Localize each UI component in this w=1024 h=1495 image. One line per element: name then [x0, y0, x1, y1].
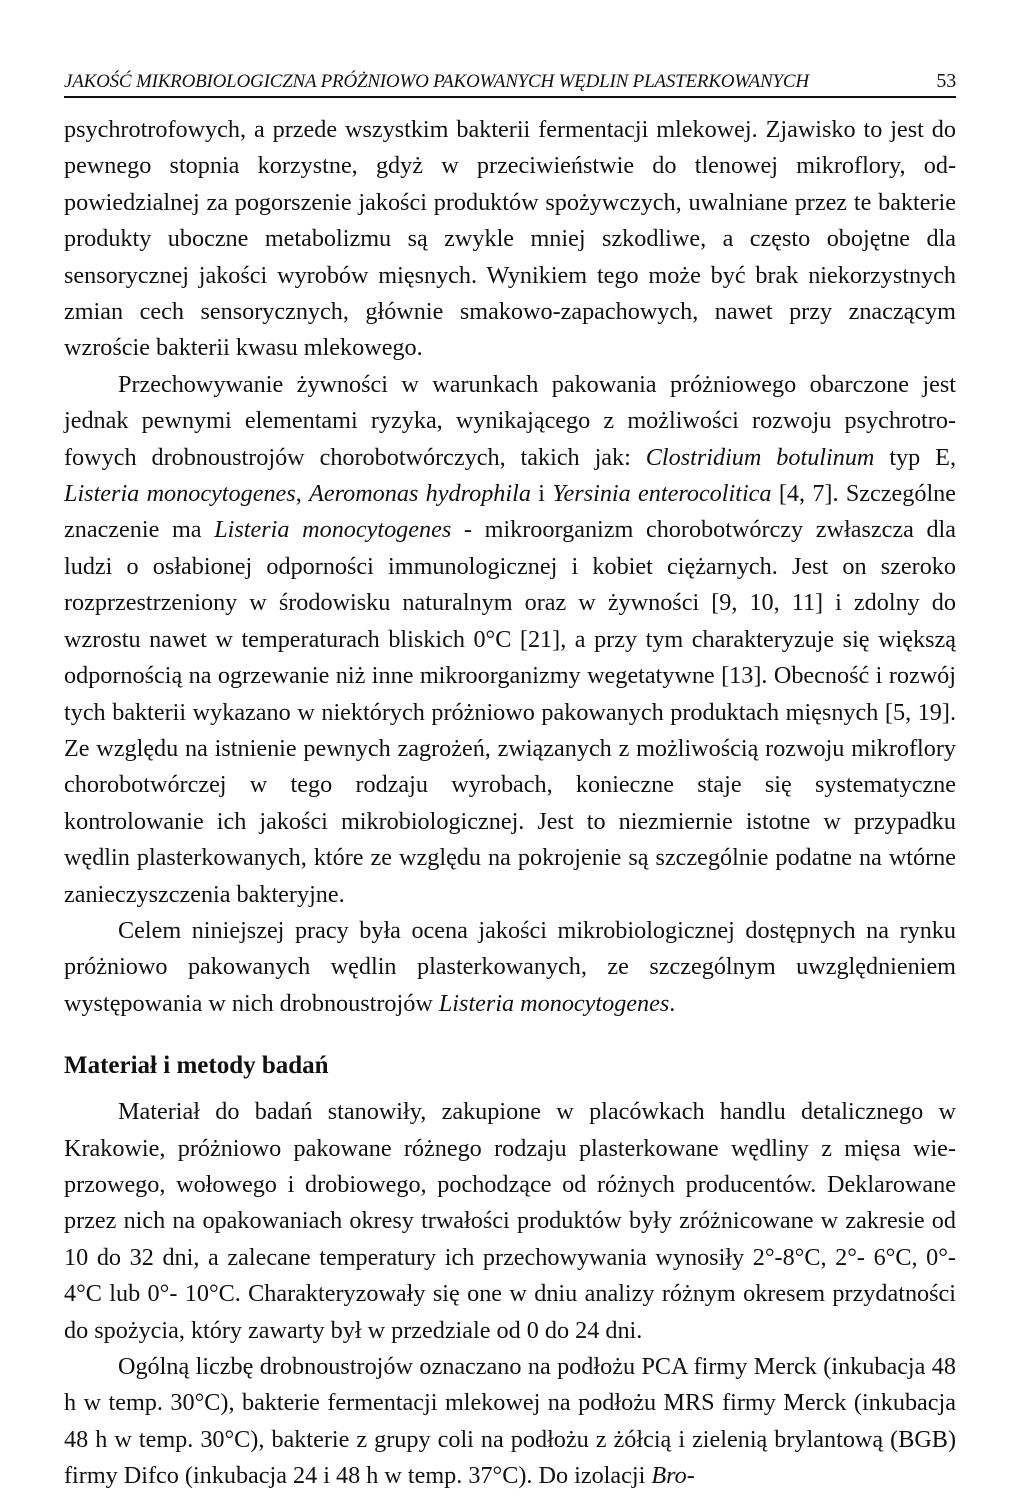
p2-species-4: Yersinia enterocolitica: [552, 480, 772, 508]
paragraph-1-text: psychrotrofowych, a przede wszystkim bakterii fermentacji mlekowej. Zjawisko to jest do pewnego stopnia korzystne, gdyż w przeciwieństwie do tlenowej mikroflory, odpowiedzialnej za pogorszenie jakości produktów spożywczych, uwalniane przez te bakterie produkty uboczne metabolizmu są zwykle mniej szkodliwe, a często obojętne dla sensorycznej jakości wyrobów mięsnych. Wynikiem tego może być brak niekorzystnych zmian cech sensorycznych, głównie smakowo-zapachowych, nawet przy znaczącym wzroście bakterii kwasu mlekowego.: [64, 116, 956, 362]
paragraph-2: [64, 367, 956, 913]
paragraph-3: [64, 913, 956, 1022]
p2-text-1: Przechowywanie żywności w warunkach pakowania próżniowego obarczone jest jednak pewnymi elementami ryzyka, wynikającego z możliwości rozwoju psychrotrofowych drobnoustrojów chorobotwórczych, takich jak:: [64, 370, 956, 471]
page-number: 53: [936, 70, 956, 92]
running-header: [64, 70, 956, 98]
p2-species-3: Aeromonas hydrophila: [309, 480, 531, 508]
section-heading: Materiał i metody badań: [64, 1052, 329, 1080]
p2-text-3: ,: [295, 480, 310, 508]
p3-text-1: Celem niniejszej pracy była ocena jakości mikrobiologicznej dostępnych na rynku próżniowo pakowanych wędlin plasterkowanych, ze szczególnym uwzględnieniem występowania w nich drobnoustrojów: [64, 916, 956, 1017]
p2-species-1: Clostridium botulinum: [645, 443, 875, 471]
p2-text-2: typ E,: [874, 443, 956, 471]
p5-text-1: Ogólną liczbę drobnoustrojów oznaczano na podłożu PCA firmy Merck (inkubacja 48 h w temp. 30°C), bakterie fermentacji mlekowej na podłożu MRS firmy Merck (inkubacja 48 h w temp. 30°C), bakterie z grupy coli na podłożu z żółcią i zielenią brylantową (BGB) firmy Difco (inkubacja 24 i 48 h w temp. 37°C). Do izolacji: [64, 1353, 956, 1490]
paragraph-4: [64, 1094, 956, 1349]
p2-species-5: Listeria monocytogenes: [214, 516, 452, 544]
p3-species-1: Listeria monocytogenes: [438, 989, 670, 1017]
running-title: JAKOŚĆ MIKROBIOLOGICZNA PRÓŻNIOWO PAKOWANYCH WĘDLIN PLASTERKOWANYCH: [64, 71, 809, 92]
body-text: [64, 112, 956, 1495]
p2-text-6: - mikroorganizm chorobotwórczy zwłaszcza dla ludzi o osłabionej odporności immunologicznej i kobiet ciężarnych. Jest on szeroko rozprzestrzeniony w środowisku naturalnym oraz w żywności [9, 10, 11] i zdolny do wzrostu nawet w temperaturach bliskich 0°C [21], a przy tym charakteryzuje się większą odpornością na ogrzewanie niż inne mikroorganizmy wegetatywne [13]. Obecność i rozwój tych bakterii wykazano w niektórych próżniowo pakowanych produktach mięsnych [5, 19]. Ze względu na istnienie pewnych zagrożeń, związanych z możliwością rozwoju mikroflory chorobotwórczej w tego rodzaju wyrobach, konieczne staje się systematyczne kontrolowanie ich jakości mikrobiologicznej. Jest to niezmiernie istotne w przypadku wędlin plasterkowanych, które ze względu na pokrojenie są szczególnie podatne na wtórne zanieczyszczenia bakteryjne.: [64, 516, 957, 908]
p2-text-5: [4, 7]. Szczególne znaczenie ma: [64, 480, 956, 544]
p3-text-2: .: [669, 989, 676, 1017]
paragraph-4-text: Materiał do badań stanowiły, zakupione w placówkach handlu detalicznego w Krakowie, próżniowo pakowane różnego rodzaju plasterkowane wędliny z mięsa wieprzowego, wołowego i drobiowego, pochodzące od różnych producentów. Deklarowane przez nich na opakowaniach okresy trwałości produktów były zróżnicowane w zakresie od 10 do 32 dni, a zalecane temperatury ich przechowywania wynosiły 2°-8°C, 2°- 6°C, 0°- 4°C lub 0°- 10°C. Charakteryzowały się one w dniu analizy różnym okresem przydatności do spożycia, który zawarty był w przedziale od 0 do 24 dni.: [64, 1098, 956, 1344]
p2-species-2: Listeria monocytogenes: [64, 480, 296, 508]
document-page: [64, 70, 956, 1495]
paragraph-1: [64, 112, 956, 367]
paragraph-5: [64, 1349, 956, 1495]
p2-text-4: i: [530, 480, 553, 508]
p5-italic-1: Bro-: [651, 1462, 695, 1490]
